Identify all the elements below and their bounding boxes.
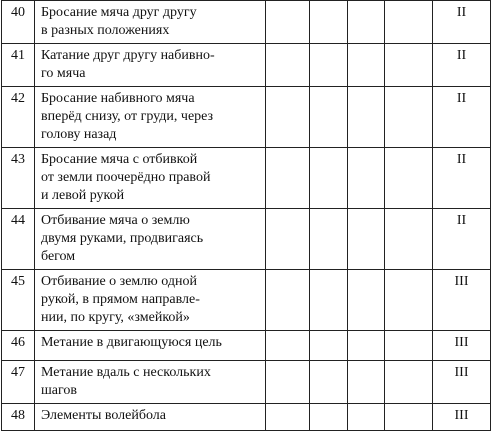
empty-cell [266, 1, 310, 44]
empty-cell [266, 209, 310, 270]
exercise-name [35, 87, 266, 148]
empty-cell [385, 404, 433, 431]
exercise-name [35, 361, 266, 404]
table-row [2, 331, 491, 361]
exercise-name-line: Бросание мяча с отбивкой [41, 152, 198, 167]
empty-cell [310, 361, 348, 404]
exercise-name-line: нии, по кругу, «змейкой» [41, 310, 190, 325]
grade-cell: II [433, 44, 491, 87]
empty-cell [310, 87, 348, 148]
table-row [2, 44, 491, 87]
table-body [2, 1, 491, 431]
exercise-name-line: Катание друг другу набивно- [41, 48, 215, 63]
empty-cell [348, 361, 385, 404]
table-row [2, 1, 491, 44]
grade-cell: III [433, 361, 491, 404]
exercise-name-line: вперёд снизу, от груди, через [41, 109, 214, 124]
exercise-name [35, 270, 266, 331]
empty-cell [385, 44, 433, 87]
row-number: 44 [2, 209, 35, 270]
grade-cell: II [433, 209, 491, 270]
row-number: 42 [2, 87, 35, 148]
exercise-table [1, 0, 491, 431]
empty-cell [348, 1, 385, 44]
exercise-name [35, 209, 266, 270]
grade-cell: II [433, 87, 491, 148]
exercise-name-line: и левой рукой [41, 188, 125, 203]
empty-cell [348, 209, 385, 270]
exercise-name-line: шагов [41, 383, 77, 398]
empty-cell [348, 270, 385, 331]
exercise-name [35, 148, 266, 209]
exercise-name-line: Метание в двигающуюся цель [41, 335, 222, 350]
empty-cell [310, 44, 348, 87]
exercise-name-line: Элементы волейбола [41, 408, 167, 423]
empty-cell [266, 404, 310, 431]
table-row [2, 209, 491, 270]
empty-cell [348, 44, 385, 87]
empty-cell [266, 148, 310, 209]
exercise-name-line: рукой, в прямом направле- [41, 292, 200, 307]
empty-cell [310, 270, 348, 331]
exercise-name-line: голову назад [41, 127, 117, 142]
grade-cell: III [433, 270, 491, 331]
empty-cell [310, 404, 348, 431]
exercise-name [35, 44, 266, 87]
row-number: 45 [2, 270, 35, 331]
empty-cell [385, 270, 433, 331]
row-number: 41 [2, 44, 35, 87]
exercise-name [35, 331, 266, 361]
exercise-name-line: Отбивание мяча о землю [41, 213, 190, 228]
empty-cell [310, 331, 348, 361]
table-row [2, 270, 491, 331]
empty-cell [348, 148, 385, 209]
empty-cell [385, 1, 433, 44]
table-row [2, 148, 491, 209]
exercise-name-line: Отбивание о землю одной [41, 274, 197, 289]
row-number: 40 [2, 1, 35, 44]
empty-cell [310, 1, 348, 44]
empty-cell [348, 404, 385, 431]
exercise-name [35, 404, 266, 431]
exercise-name-line: бегом [41, 249, 76, 264]
empty-cell [348, 331, 385, 361]
row-number: 43 [2, 148, 35, 209]
empty-cell [348, 87, 385, 148]
empty-cell [385, 209, 433, 270]
table-row [2, 361, 491, 404]
row-number: 46 [2, 331, 35, 361]
grade-cell: III [433, 404, 491, 431]
empty-cell [266, 361, 310, 404]
exercise-name-line: го мяча [41, 66, 86, 81]
exercise-name-line: Метание вдаль с нескольких [41, 365, 211, 380]
exercise-name-line: Бросание набивного мяча [41, 91, 195, 106]
empty-cell [310, 148, 348, 209]
table-row [2, 404, 491, 431]
exercise-name-line: двумя руками, продвигаясь [41, 231, 204, 246]
empty-cell [385, 87, 433, 148]
empty-cell [266, 44, 310, 87]
exercise-name-line: от земли поочерёдно правой [41, 170, 211, 185]
grade-cell: II [433, 1, 491, 44]
exercise-name-line: Бросание мяча друг другу [41, 5, 197, 20]
empty-cell [310, 209, 348, 270]
empty-cell [266, 270, 310, 331]
grade-cell: III [433, 331, 491, 361]
empty-cell [266, 331, 310, 361]
row-number: 48 [2, 404, 35, 431]
exercise-name [35, 1, 266, 44]
row-number: 47 [2, 361, 35, 404]
table-row [2, 87, 491, 148]
exercise-name-line: в разных положениях [41, 23, 170, 38]
empty-cell [385, 148, 433, 209]
grade-cell: II [433, 148, 491, 209]
empty-cell [266, 87, 310, 148]
empty-cell [385, 331, 433, 361]
empty-cell [385, 361, 433, 404]
